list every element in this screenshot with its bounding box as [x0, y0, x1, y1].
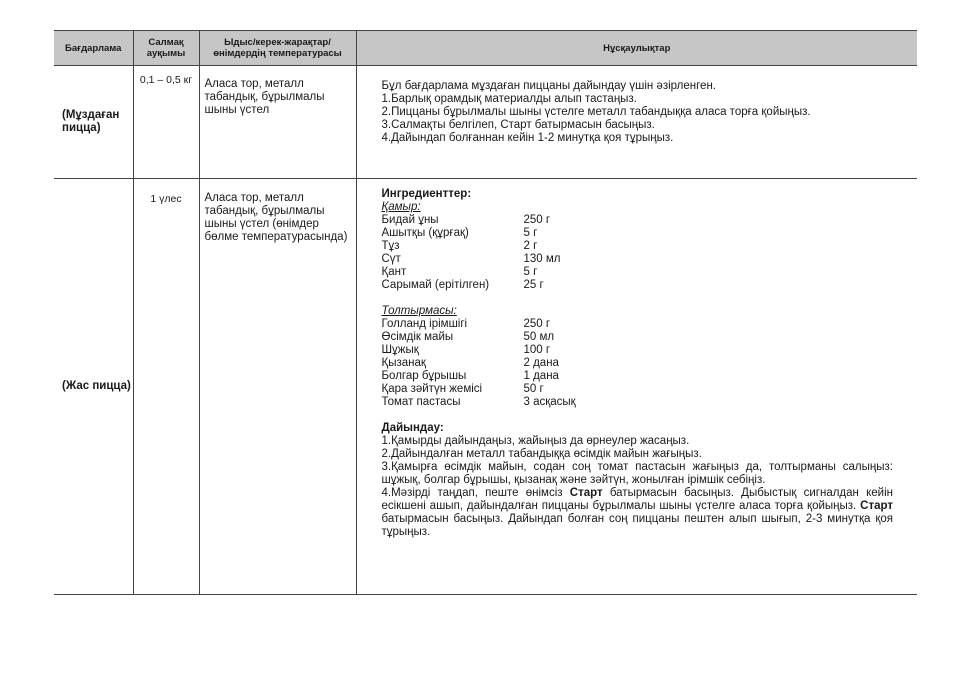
ingredient-name: Тұз [381, 240, 400, 252]
table-row [54, 66, 917, 179]
start-keyword: Старт [860, 500, 893, 512]
ingredient-qty: 1 дана [523, 370, 559, 382]
ingredient-qty: 100 г [523, 344, 551, 356]
dough-title: Қамыр: [381, 201, 421, 213]
instruction-line: 3.Салмақты белгілеп, Старт батырмасын басыңыз. [381, 119, 655, 131]
ingredient-qty: 5 г [523, 227, 538, 239]
start-keyword: Старт [569, 487, 603, 499]
dish-text: Аласа тор, металл табандық, бұрылмалы шыны үстел (өнімдер бөлме температурасында) [199, 179, 356, 595]
prep-step-text: батырмасын басыңыз. Дайындап болған соң пиццаны пештен алып шығып, 2-3 минутқа қоя тұрыңыз. [381, 513, 893, 538]
ingredient-name: Қант [381, 266, 407, 278]
program-name: (Жас пицца) [54, 179, 133, 595]
ingredient-name: Сүт [381, 253, 401, 265]
ingredient-qty: 5 г [523, 266, 538, 278]
ingredient-qty: 3 асқасық [523, 396, 576, 408]
ingredient-name: Қызанақ [381, 357, 426, 369]
weight-range: 0,1 – 0,5 кг [133, 66, 199, 179]
prep-step: 2.Дайындалған металл табандыққа өсімдік майын жағыңыз. [381, 448, 702, 460]
instruction-line: 2.Пиццаны бұрылмалы шыны үстелге металл табандыққа аласа торға қойыңыз. [381, 106, 811, 118]
list-item [382, 227, 894, 240]
ingredient-name: Болгар бұрышы [381, 370, 467, 382]
ingredient-qty: 250 г [523, 214, 551, 226]
list-item [382, 240, 894, 253]
ingredients-title: Ингредиенттер: [381, 188, 472, 200]
list-item [382, 253, 894, 266]
ingredient-name: Голланд ірімшігі [381, 318, 468, 330]
ingredient-qty: 2 дана [523, 357, 559, 369]
list-item [382, 279, 894, 292]
prep-step: 3.Қамырға өсімдік майын, содан соң томат пастасын жағыңыз да, толтырманы салыңыз: шұжық, болгар бұрышы, қызанақ және зәйтүн, жонылған ірімшік себіңіз. [381, 461, 893, 486]
ingredient-qty: 25 г [523, 279, 544, 291]
ingredient-qty: 50 г [523, 383, 544, 395]
list-item [382, 331, 894, 344]
prep-title: Дайындау: [381, 422, 444, 434]
ingredient-name: Өсімдік майы [381, 331, 454, 343]
list-item [382, 318, 894, 331]
prep-steps [382, 435, 894, 539]
ingredient-name: Қара зәйтүн жемісі [381, 383, 483, 395]
dough-list [382, 214, 894, 292]
header-program: Бағдарлама [54, 31, 133, 66]
list-item [382, 214, 894, 227]
header-dish: Ыдыс/керек-жарақтар/ өнімдердің температурасы [199, 31, 356, 66]
ingredient-qty: 2 г [523, 240, 538, 252]
ingredient-qty: 50 мл [523, 331, 555, 343]
ingredient-qty: 130 мл [523, 253, 561, 265]
dish-text: Аласа тор, металл табандық, бұрылмалы шыны үстел [199, 66, 356, 179]
instruction-line: Бұл бағдарлама мұздаған пиццаны дайындау үшін әзірленген. [381, 80, 716, 92]
ingredient-name: Шұжық [381, 344, 419, 356]
header-weight: Салмақ ауқымы [133, 31, 199, 66]
weight-range: 1 үлес [133, 179, 199, 595]
instructions-cell [356, 179, 917, 595]
filling-title: Толтырмасы: [381, 305, 457, 317]
program-name: (Мұздаған пицца) [54, 66, 133, 179]
program-table [54, 30, 917, 595]
filling-list [382, 318, 894, 409]
list-item [382, 266, 894, 279]
prep-step [382, 487, 894, 539]
list-item [382, 370, 894, 383]
ingredient-name: Ашытқы (құрғақ) [381, 227, 469, 239]
ingredient-name: Сарымай (ерітілген) [381, 279, 490, 291]
prep-step-text: батырмасын басыңыз. Дыбыстық сигналдан кейін есікшені ашып, дайындалған пиццаны бұрылмалы шыны үстелге аласа торға қойыңыз. [381, 487, 893, 512]
instruction-line: 4.Дайындап болғаннан кейін 1-2 минутқа қоя тұрыңыз. [381, 132, 674, 144]
instruction-line: 1.Барлық орамдық материалды алып тастаңыз. [381, 93, 637, 105]
instructions-cell [356, 66, 917, 179]
prep-step-text: 4.Мәзірді таңдап, пеште өнімсіз [381, 487, 570, 499]
list-item [382, 396, 894, 409]
table-header-row [54, 31, 917, 66]
table-row [54, 179, 917, 595]
prep-step: 1.Қамырды дайындаңыз, жайыңыз да өрнеулер жасаңыз. [381, 435, 690, 447]
header-instructions: Нұсқаулықтар [356, 31, 917, 66]
list-item [382, 344, 894, 357]
list-item [382, 357, 894, 370]
ingredient-name: Бидай ұны [381, 214, 439, 226]
list-item [382, 383, 894, 396]
ingredient-name: Томат пастасы [381, 396, 461, 408]
ingredient-qty: 250 г [523, 318, 551, 330]
